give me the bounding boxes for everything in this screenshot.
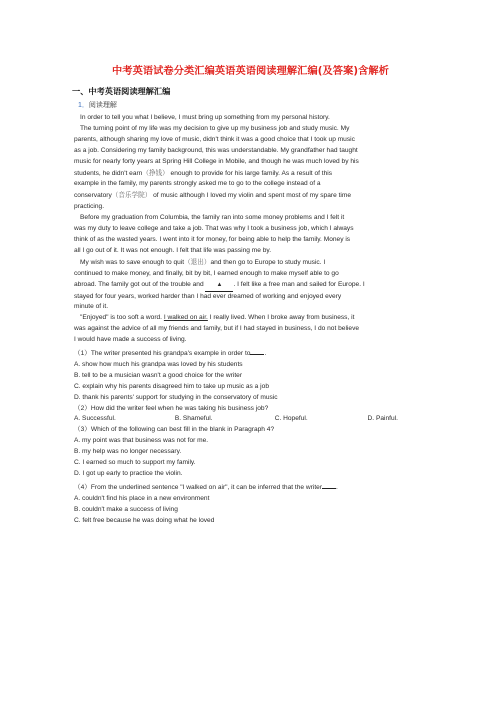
paragraph-4-line — [74, 257, 429, 269]
text-segment: I really lived. When I broke away from business, it — [207, 314, 355, 322]
paragraph-2-line — [74, 190, 429, 202]
paragraph-4-line — [74, 280, 429, 292]
paragraph-4-line: minute of it. — [74, 303, 109, 311]
option: C. I earned so much to support my family. — [74, 459, 196, 467]
text-segment: abroad. The family got out of the trouble and — [74, 280, 204, 288]
paragraph-2-line: music for nearly forty years at Spring Hill College in Mobile, and though he was much loved by his — [74, 157, 359, 165]
paragraph-2-line: practicing. — [74, 203, 105, 211]
section-heading: 一、中考英语阅读理解汇编 — [72, 86, 171, 96]
option: A. couldn't find his place in a new environment — [74, 494, 210, 502]
option: B. Shameful. — [174, 415, 213, 423]
paragraph-4-line: stayed for four years, worked harder than I had ever dreamed of working and enjoyed every — [74, 292, 342, 300]
option: C. felt free because he was doing what he loved — [74, 516, 215, 524]
paragraph-3-line: think of as the wasted years. I went into it for money, for being able to help the family. Money is — [74, 235, 351, 243]
paragraph-5-line: was against the advice of all my friends and family, but if I had stayed in business, I do not believe — [74, 325, 360, 333]
option: D. thank his parents' support for studying in the conservatory of music — [74, 393, 278, 401]
text-segment: and then go to Europe to study music. I — [210, 258, 326, 266]
text-segment: conservatory — [74, 192, 112, 200]
question-number: 1． — [78, 102, 89, 109]
text-segment: "Enjoyed" is too soft a word. — [80, 314, 163, 322]
option: B. couldn't make a success of living — [74, 505, 178, 513]
option: A. my point was that business was not for me. — [74, 437, 209, 445]
option: B. my help was no longer necessary. — [74, 448, 182, 456]
text-segment: enough to provide for his large family. As a result of this — [168, 169, 333, 177]
answer-blank — [322, 480, 336, 489]
stem-text: （4）From the underlined sentence "I walked on air", it can be inferred that the writer — [74, 483, 323, 491]
chinese-gloss: （音乐学院） — [111, 191, 152, 200]
option: D. I got up early to practice the violin. — [74, 470, 183, 477]
option: B. tell to be a musician wasn't a good choice for the writer — [74, 371, 243, 379]
document-title: 中考英语试卷分类汇编英语英语阅读理解汇编(及答案)含解析 — [112, 66, 389, 77]
paragraph-4-line: continued to make money, and finally, bit by bit, I earned enough to make myself able to go — [74, 269, 339, 277]
paragraph-3-line: was my duty to leave college and take a job. That was why I took a business job, which I always — [74, 225, 354, 233]
answer-blank — [250, 346, 267, 358]
option: A. show how much his grandpa was loved by his students — [74, 360, 243, 368]
option: C. Hopeful. — [274, 415, 308, 423]
question-header — [78, 100, 117, 110]
text-segment: students, he didn't earn — [74, 169, 143, 177]
paragraph-2-line: The turning point of my life was my decision to give up my business job and study music. My — [80, 124, 350, 132]
paragraph-2-line: example in the family, my parents strongly asked me to go to the college instead of a — [74, 180, 321, 188]
text-segment: My wish was to save enough to quit — [80, 258, 185, 266]
stem-text: （1）The writer presented his grandpa's example in order to — [74, 350, 251, 358]
question-stem: （2）How did the writer feel when he was taking his business job? — [74, 404, 269, 412]
paragraph-2-line: as a job. Considering my family background, this was understandable. My grandfather had taught — [74, 146, 358, 154]
option: C. explain why his parents disagreed him to take up music as a job — [74, 382, 269, 390]
option: A. Successful. — [74, 415, 116, 423]
stem-text: . — [336, 483, 338, 491]
paragraph-3-line: all I go out of it. It was not enough. I felt that life was passing me by. — [74, 246, 272, 254]
chinese-gloss: （挣钱） — [142, 168, 169, 177]
text-segment: . I felt like a free man and sailed for Europe. I — [233, 280, 365, 288]
question-label: 阅读理解 — [88, 101, 117, 109]
text-segment: of music although I loved my violin and spent most of my spare time — [151, 192, 352, 200]
fill-in-blank: ▲ — [205, 280, 233, 292]
option-row — [74, 414, 429, 425]
question-stem — [74, 346, 429, 360]
paragraph-5-line — [74, 313, 429, 324]
question-stem: （3）Which of the following can best fill in the blank in Paragraph 4? — [74, 426, 275, 434]
passage — [74, 113, 429, 527]
paragraph-5-line: I would have made a success of living. — [74, 336, 187, 344]
paragraph-3-line: Before my graduation from Columbia, the family ran into some money problems and I felt it — [80, 214, 345, 222]
paragraph-2-line: parents, although sharing my love of music, didn't think it was a good choice that I took up music — [74, 135, 355, 143]
paragraph-1: In order to tell you what I believe, I must bring up something from my personal history. — [80, 114, 330, 121]
chinese-gloss: （退出） — [184, 257, 211, 266]
underlined-sentence: I walked on air. — [163, 314, 208, 322]
paragraph-2-line — [74, 168, 429, 180]
option: D. Painful. — [367, 415, 398, 423]
stem-text: . — [264, 350, 267, 358]
question-stem — [74, 480, 429, 494]
